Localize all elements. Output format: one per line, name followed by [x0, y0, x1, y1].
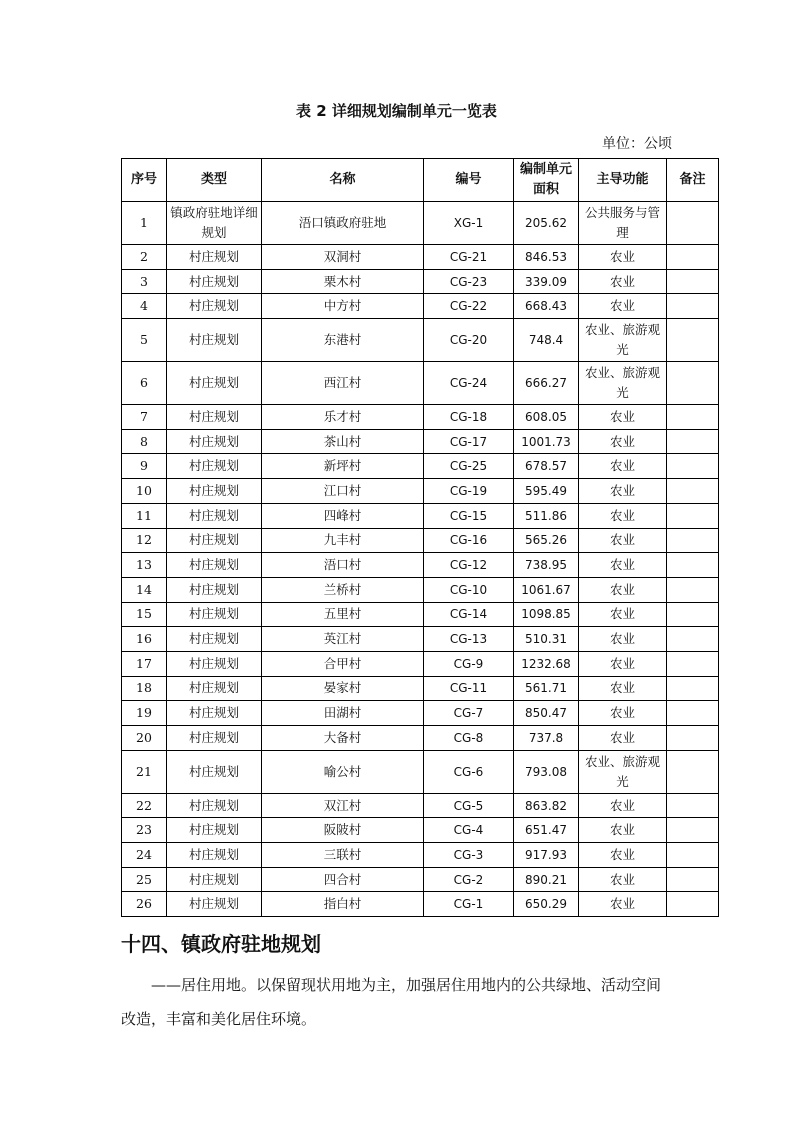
cell-name: 双洞村 — [262, 245, 424, 270]
cell-function: 农业 — [579, 269, 667, 294]
table-header-row — [122, 159, 719, 202]
cell-area: 1001.73 — [514, 429, 579, 454]
header-type: 类型 — [167, 159, 262, 202]
cell-code: CG-13 — [424, 627, 514, 652]
cell-name: 江口村 — [262, 479, 424, 504]
cell-area: 1061.67 — [514, 577, 579, 602]
table-row — [122, 867, 719, 892]
cell-name: 西江村 — [262, 362, 424, 405]
table-row — [122, 892, 719, 917]
cell-type: 村庄规划 — [167, 553, 262, 578]
cell-remarks — [667, 245, 719, 270]
cell-area: 650.29 — [514, 892, 579, 917]
cell-function: 农业 — [579, 793, 667, 818]
cell-name: 英江村 — [262, 627, 424, 652]
cell-area: 608.05 — [514, 405, 579, 430]
table-row — [122, 429, 719, 454]
cell-type: 村庄规划 — [167, 793, 262, 818]
cell-remarks — [667, 553, 719, 578]
cell-name: 浯口村 — [262, 553, 424, 578]
table-row — [122, 602, 719, 627]
cell-area: 678.57 — [514, 454, 579, 479]
cell-function: 农业 — [579, 651, 667, 676]
cell-code: CG-8 — [424, 726, 514, 751]
cell-type: 村庄规划 — [167, 867, 262, 892]
table-row — [122, 362, 719, 405]
cell-type: 村庄规划 — [167, 701, 262, 726]
table-row — [122, 651, 719, 676]
cell-type: 村庄规划 — [167, 676, 262, 701]
cell-area: 511.86 — [514, 503, 579, 528]
cell-function: 公共服务与管理 — [579, 202, 667, 245]
cell-type: 村庄规划 — [167, 319, 262, 362]
cell-index: 19 — [122, 701, 167, 726]
cell-index: 13 — [122, 553, 167, 578]
cell-index: 21 — [122, 750, 167, 793]
cell-index: 8 — [122, 429, 167, 454]
cell-name: 茶山村 — [262, 429, 424, 454]
cell-function: 农业 — [579, 843, 667, 868]
cell-index: 4 — [122, 294, 167, 319]
cell-index: 14 — [122, 577, 167, 602]
cell-type: 村庄规划 — [167, 892, 262, 917]
section-heading: 十四、镇政府驻地规划 — [121, 932, 321, 956]
cell-code: CG-11 — [424, 676, 514, 701]
cell-function: 农业 — [579, 479, 667, 504]
cell-function: 农业 — [579, 892, 667, 917]
cell-name: 兰桥村 — [262, 577, 424, 602]
cell-code: CG-3 — [424, 843, 514, 868]
cell-function: 农业 — [579, 602, 667, 627]
cell-remarks — [667, 726, 719, 751]
table-row — [122, 553, 719, 578]
cell-function: 农业 — [579, 405, 667, 430]
header-function: 主导功能 — [579, 159, 667, 202]
cell-type: 村庄规划 — [167, 726, 262, 751]
cell-code: CG-6 — [424, 750, 514, 793]
cell-code: CG-17 — [424, 429, 514, 454]
table-row — [122, 454, 719, 479]
cell-type: 村庄规划 — [167, 362, 262, 405]
table-row — [122, 479, 719, 504]
cell-type: 村庄规划 — [167, 602, 262, 627]
cell-area: 863.82 — [514, 793, 579, 818]
cell-name: 喻公村 — [262, 750, 424, 793]
cell-area: 793.08 — [514, 750, 579, 793]
cell-name: 合甲村 — [262, 651, 424, 676]
cell-name: 东港村 — [262, 319, 424, 362]
cell-type: 村庄规划 — [167, 429, 262, 454]
cell-type: 村庄规划 — [167, 245, 262, 270]
cell-index: 10 — [122, 479, 167, 504]
cell-type: 村庄规划 — [167, 528, 262, 553]
cell-remarks — [667, 479, 719, 504]
cell-index: 26 — [122, 892, 167, 917]
cell-function: 农业 — [579, 245, 667, 270]
cell-function: 农业、旅游观光 — [579, 319, 667, 362]
cell-area: 565.26 — [514, 528, 579, 553]
cell-name: 指白村 — [262, 892, 424, 917]
cell-code: CG-20 — [424, 319, 514, 362]
cell-name: 乐才村 — [262, 405, 424, 430]
cell-index: 25 — [122, 867, 167, 892]
cell-type: 村庄规划 — [167, 651, 262, 676]
cell-type: 村庄规划 — [167, 405, 262, 430]
cell-area: 510.31 — [514, 627, 579, 652]
cell-area: 890.21 — [514, 867, 579, 892]
cell-index: 16 — [122, 627, 167, 652]
cell-remarks — [667, 319, 719, 362]
header-code: 编号 — [424, 159, 514, 202]
header-index: 序号 — [122, 159, 167, 202]
cell-code: CG-25 — [424, 454, 514, 479]
cell-function: 农业 — [579, 726, 667, 751]
cell-area: 737.8 — [514, 726, 579, 751]
cell-type: 村庄规划 — [167, 269, 262, 294]
header-area: 编制单元面积 — [514, 159, 579, 202]
cell-remarks — [667, 627, 719, 652]
cell-type: 村庄规划 — [167, 627, 262, 652]
cell-name: 四合村 — [262, 867, 424, 892]
cell-function: 农业 — [579, 577, 667, 602]
cell-type: 村庄规划 — [167, 503, 262, 528]
cell-code: CG-4 — [424, 818, 514, 843]
table-row — [122, 818, 719, 843]
cell-function: 农业、旅游观光 — [579, 750, 667, 793]
cell-code: CG-14 — [424, 602, 514, 627]
cell-function: 农业 — [579, 454, 667, 479]
table-row — [122, 405, 719, 430]
cell-code: CG-12 — [424, 553, 514, 578]
cell-index: 2 — [122, 245, 167, 270]
cell-index: 9 — [122, 454, 167, 479]
cell-index: 15 — [122, 602, 167, 627]
cell-remarks — [667, 750, 719, 793]
cell-code: CG-18 — [424, 405, 514, 430]
cell-area: 651.47 — [514, 818, 579, 843]
table-row — [122, 319, 719, 362]
table-row — [122, 269, 719, 294]
cell-remarks — [667, 676, 719, 701]
cell-name: 阪陂村 — [262, 818, 424, 843]
cell-remarks — [667, 843, 719, 868]
cell-index: 23 — [122, 818, 167, 843]
cell-index: 24 — [122, 843, 167, 868]
cell-area: 738.95 — [514, 553, 579, 578]
cell-remarks — [667, 651, 719, 676]
planning-units-table — [121, 158, 719, 917]
cell-index: 7 — [122, 405, 167, 430]
cell-area: 595.49 — [514, 479, 579, 504]
cell-index: 1 — [122, 202, 167, 245]
cell-area: 666.27 — [514, 362, 579, 405]
cell-code: CG-9 — [424, 651, 514, 676]
header-name: 名称 — [262, 159, 424, 202]
table-row — [122, 627, 719, 652]
cell-area: 748.4 — [514, 319, 579, 362]
cell-index: 22 — [122, 793, 167, 818]
cell-remarks — [667, 602, 719, 627]
cell-code: CG-7 — [424, 701, 514, 726]
cell-name: 四峰村 — [262, 503, 424, 528]
cell-code: CG-16 — [424, 528, 514, 553]
cell-index: 17 — [122, 651, 167, 676]
cell-function: 农业 — [579, 429, 667, 454]
cell-code: CG-22 — [424, 294, 514, 319]
cell-remarks — [667, 503, 719, 528]
cell-function: 农业 — [579, 676, 667, 701]
table-row — [122, 701, 719, 726]
cell-function: 农业 — [579, 867, 667, 892]
cell-code: CG-10 — [424, 577, 514, 602]
cell-area: 846.53 — [514, 245, 579, 270]
cell-name: 新坪村 — [262, 454, 424, 479]
cell-name: 栗木村 — [262, 269, 424, 294]
cell-function: 农业 — [579, 701, 667, 726]
cell-function: 农业 — [579, 818, 667, 843]
cell-area: 1098.85 — [514, 602, 579, 627]
cell-function: 农业 — [579, 294, 667, 319]
cell-index: 6 — [122, 362, 167, 405]
cell-type: 村庄规划 — [167, 454, 262, 479]
cell-index: 12 — [122, 528, 167, 553]
cell-remarks — [667, 202, 719, 245]
cell-function: 农业 — [579, 627, 667, 652]
cell-area: 205.62 — [514, 202, 579, 245]
cell-remarks — [667, 269, 719, 294]
table-title: 表 2 详细规划编制单元一览表 — [296, 102, 497, 120]
cell-remarks — [667, 892, 719, 917]
cell-name: 双江村 — [262, 793, 424, 818]
cell-remarks — [667, 528, 719, 553]
cell-index: 18 — [122, 676, 167, 701]
cell-name: 九丰村 — [262, 528, 424, 553]
cell-code: CG-5 — [424, 793, 514, 818]
cell-name: 浯口镇政府驻地 — [262, 202, 424, 245]
cell-type: 村庄规划 — [167, 750, 262, 793]
cell-area: 668.43 — [514, 294, 579, 319]
cell-name: 田湖村 — [262, 701, 424, 726]
cell-area: 1232.68 — [514, 651, 579, 676]
table-row — [122, 202, 719, 245]
cell-code: CG-21 — [424, 245, 514, 270]
table-row — [122, 577, 719, 602]
table-row — [122, 750, 719, 793]
cell-type: 镇政府驻地详细规划 — [167, 202, 262, 245]
cell-code: CG-1 — [424, 892, 514, 917]
cell-name: 大备村 — [262, 726, 424, 751]
cell-type: 村庄规划 — [167, 479, 262, 504]
cell-area: 561.71 — [514, 676, 579, 701]
cell-remarks — [667, 577, 719, 602]
header-remarks: 备注 — [667, 159, 719, 202]
cell-index: 11 — [122, 503, 167, 528]
table-row — [122, 793, 719, 818]
table-row — [122, 245, 719, 270]
cell-code: CG-24 — [424, 362, 514, 405]
cell-code: XG-1 — [424, 202, 514, 245]
cell-function: 农业、旅游观光 — [579, 362, 667, 405]
cell-remarks — [667, 294, 719, 319]
cell-index: 20 — [122, 726, 167, 751]
cell-remarks — [667, 362, 719, 405]
cell-index: 3 — [122, 269, 167, 294]
cell-name: 三联村 — [262, 843, 424, 868]
cell-type: 村庄规划 — [167, 843, 262, 868]
cell-remarks — [667, 454, 719, 479]
cell-index: 5 — [122, 319, 167, 362]
cell-area: 917.93 — [514, 843, 579, 868]
table-row — [122, 843, 719, 868]
unit-label: 单位：公顷 — [602, 136, 672, 152]
cell-code: CG-19 — [424, 479, 514, 504]
cell-name: 中方村 — [262, 294, 424, 319]
cell-remarks — [667, 429, 719, 454]
cell-name: 晏家村 — [262, 676, 424, 701]
cell-remarks — [667, 867, 719, 892]
cell-function: 农业 — [579, 528, 667, 553]
cell-remarks — [667, 818, 719, 843]
cell-code: CG-2 — [424, 867, 514, 892]
cell-remarks — [667, 701, 719, 726]
cell-code: CG-23 — [424, 269, 514, 294]
body-paragraph: ——居住用地。以保留现状用地为主，加强居住用地内的公共绿地、活动空间改造，丰富和美化居住环境。 — [121, 976, 662, 1028]
cell-name: 五里村 — [262, 602, 424, 627]
cell-function: 农业 — [579, 503, 667, 528]
table-body — [122, 202, 719, 917]
cell-type: 村庄规划 — [167, 294, 262, 319]
cell-remarks — [667, 405, 719, 430]
table-row — [122, 528, 719, 553]
table-row — [122, 676, 719, 701]
table-row — [122, 726, 719, 751]
table-row — [122, 294, 719, 319]
table-row — [122, 503, 719, 528]
cell-code: CG-15 — [424, 503, 514, 528]
cell-remarks — [667, 793, 719, 818]
cell-type: 村庄规划 — [167, 818, 262, 843]
cell-area: 339.09 — [514, 269, 579, 294]
cell-function: 农业 — [579, 553, 667, 578]
cell-type: 村庄规划 — [167, 577, 262, 602]
cell-area: 850.47 — [514, 701, 579, 726]
